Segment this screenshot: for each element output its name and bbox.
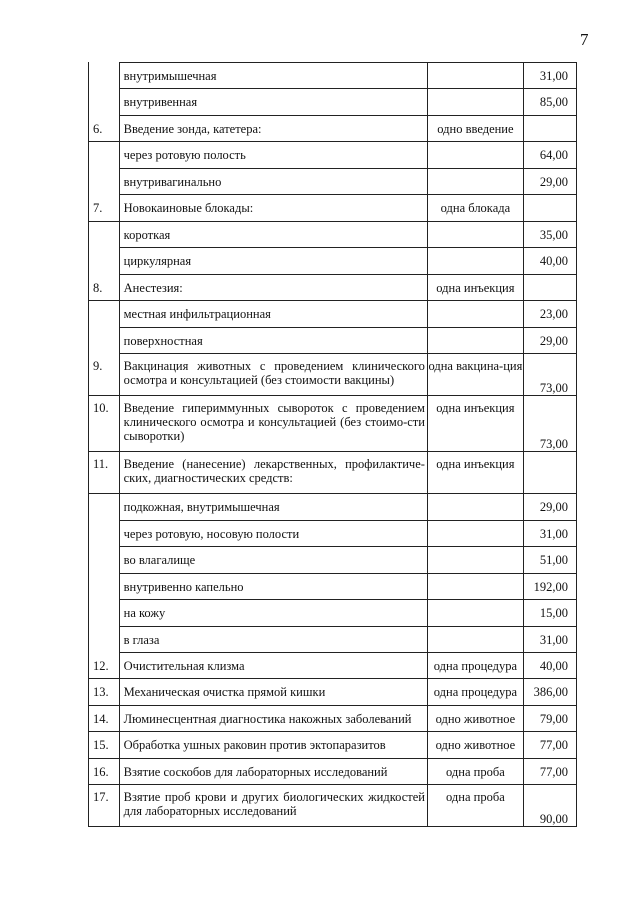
row-name-text: Очистительная клизма [123, 658, 245, 673]
table-row [89, 627, 577, 653]
row-name-text: через ротовую полость [123, 148, 246, 162]
row-number [89, 354, 120, 396]
row-number-text: 14. [93, 711, 109, 726]
row-unit-text: одна вакцина-ция [428, 359, 523, 373]
row-number [89, 142, 120, 169]
row-price [523, 195, 576, 222]
row-number-text: 12. [93, 658, 109, 673]
row-price-text: 40,00 [539, 254, 568, 268]
row-name-text: Взятие проб крови и других биологических жидкостей для лабораторных исследований [123, 790, 425, 818]
row-name [119, 653, 427, 679]
row-price [523, 452, 576, 494]
table-row [89, 785, 577, 827]
row-number [89, 275, 120, 301]
table-row [89, 452, 577, 494]
row-name-text: во влагалище [123, 553, 196, 567]
row-name-text: подкожная, внутримышечная [123, 500, 280, 514]
row-number [89, 679, 120, 706]
row-price-text: 29,00 [539, 333, 568, 348]
row-unit [427, 679, 523, 706]
row-price-text: 31,00 [539, 632, 568, 647]
page-number: 7 [580, 30, 589, 49]
row-name [119, 574, 427, 600]
row-price [523, 679, 576, 706]
row-number [89, 301, 120, 328]
row-unit [427, 600, 523, 627]
table-row [89, 354, 577, 396]
table-row [89, 63, 577, 89]
row-unit-text: одна проба [446, 790, 505, 804]
row-unit [427, 142, 523, 169]
row-name-text: на кожу [123, 606, 166, 620]
table-row [89, 248, 577, 275]
row-name-text: внутривенная [123, 95, 198, 109]
row-number [89, 248, 120, 275]
row-unit [427, 759, 523, 785]
row-number-text: 11. [93, 457, 109, 471]
row-name-text: циркулярная [123, 254, 192, 268]
table-row [89, 396, 577, 452]
row-name [119, 142, 427, 169]
row-price [523, 547, 576, 574]
row-name [119, 732, 427, 759]
row-unit [427, 354, 523, 396]
row-unit [427, 521, 523, 547]
price-table [88, 62, 577, 827]
row-price-text: 51,00 [539, 553, 568, 567]
row-price-text: 35,00 [539, 227, 568, 242]
row-price [523, 396, 576, 452]
row-number [89, 574, 120, 600]
row-name-text: через ротовую, носовую полости [123, 526, 300, 541]
row-price [523, 574, 576, 600]
row-price-text: 79,00 [539, 711, 568, 726]
row-unit-text: одна инъекция [436, 280, 515, 295]
table-row [89, 547, 577, 574]
row-number-text: 10. [93, 401, 109, 415]
row-unit [427, 706, 523, 732]
row-price-text: 29,00 [539, 174, 568, 189]
row-name-text: Введение зонда, катетера: [123, 121, 262, 136]
row-name-text: Люминесцентная диагностика накожных заболеваний [123, 711, 412, 726]
row-unit [427, 222, 523, 248]
row-name [119, 494, 427, 521]
row-name [119, 89, 427, 116]
table-row [89, 494, 577, 521]
row-unit [427, 452, 523, 494]
row-price-text: 90,00 [539, 812, 568, 826]
row-number [89, 759, 120, 785]
row-price-text: 31,00 [539, 526, 568, 541]
row-price-text: 64,00 [539, 148, 568, 162]
table-row [89, 521, 577, 547]
row-price-text: 73,00 [539, 437, 568, 451]
row-name-text: Анестезия: [123, 280, 183, 295]
row-price [523, 521, 576, 547]
row-number [89, 521, 120, 547]
row-unit-text: одна процедура [433, 658, 518, 673]
row-unit-text: одно животное [435, 711, 516, 726]
row-number [89, 222, 120, 248]
row-name [119, 328, 427, 354]
row-name-text: местная инфильтрационная [123, 307, 271, 321]
row-price [523, 89, 576, 116]
row-name-text: Вакцинация животных с проведением клинического осмотра и консультацией (без стоимости вакцины) [123, 359, 425, 387]
table-row [89, 301, 577, 328]
table-row [89, 195, 577, 222]
row-number [89, 63, 120, 89]
row-price-text: 29,00 [539, 500, 568, 514]
row-price [523, 494, 576, 521]
row-name [119, 116, 427, 142]
row-number [89, 547, 120, 574]
table-row [89, 116, 577, 142]
table-row [89, 275, 577, 301]
row-price-text: 85,00 [539, 95, 568, 109]
row-price [523, 248, 576, 275]
row-number [89, 195, 120, 222]
table-row [89, 706, 577, 732]
row-name [119, 627, 427, 653]
row-price [523, 142, 576, 169]
row-price [523, 627, 576, 653]
row-unit [427, 169, 523, 195]
row-name [119, 759, 427, 785]
row-unit [427, 574, 523, 600]
row-number-text: 6. [93, 121, 103, 136]
row-name [119, 301, 427, 328]
row-name [119, 452, 427, 494]
table-row [89, 142, 577, 169]
row-name [119, 679, 427, 706]
row-name [119, 222, 427, 248]
table-row [89, 732, 577, 759]
row-number-text: 13. [93, 685, 109, 699]
row-number-text: 15. [93, 738, 109, 752]
row-price [523, 354, 576, 396]
row-name [119, 396, 427, 452]
table-row [89, 222, 577, 248]
row-name [119, 600, 427, 627]
row-price-text: 77,00 [539, 764, 568, 779]
row-name [119, 547, 427, 574]
row-number [89, 706, 120, 732]
row-unit [427, 248, 523, 275]
row-number [89, 653, 120, 679]
row-unit [427, 328, 523, 354]
row-unit-text: одно животное [435, 738, 516, 752]
row-unit [427, 627, 523, 653]
row-price [523, 600, 576, 627]
row-price-text: 23,00 [539, 307, 568, 321]
row-price-text: 73,00 [539, 381, 568, 395]
row-unit [427, 494, 523, 521]
row-unit-text: одна инъекция [436, 401, 515, 415]
row-price [523, 63, 576, 89]
row-price-text: 386,00 [533, 685, 568, 699]
row-name-text: Взятие соскобов для лабораторных исследований [123, 764, 388, 779]
table-row [89, 600, 577, 627]
row-price-text: 15,00 [539, 606, 568, 620]
row-number [89, 732, 120, 759]
row-name-text: внутривенно капельно [123, 579, 244, 594]
row-price [523, 328, 576, 354]
row-name-text: Новокаиновые блокады: [123, 201, 254, 215]
row-name-text: внутривагинально [123, 174, 222, 189]
row-price-text: 31,00 [539, 68, 568, 83]
row-unit [427, 301, 523, 328]
row-number-text: 7. [93, 201, 103, 215]
row-number [89, 452, 120, 494]
row-unit [427, 116, 523, 142]
row-name [119, 195, 427, 222]
row-name [119, 354, 427, 396]
row-name [119, 521, 427, 547]
row-number-text: 17. [93, 790, 109, 804]
row-unit-text: одна блокада [440, 201, 511, 215]
row-unit-text: одна процедура [433, 685, 518, 699]
table-row [89, 574, 577, 600]
row-unit [427, 195, 523, 222]
row-unit-text: одно введение [437, 121, 514, 136]
row-price-text: 192,00 [533, 579, 568, 594]
row-unit [427, 396, 523, 452]
row-number-text: 8. [93, 280, 103, 295]
row-price [523, 785, 576, 827]
row-price [523, 759, 576, 785]
row-price [523, 706, 576, 732]
row-number [89, 494, 120, 521]
row-price-text: 77,00 [539, 738, 568, 752]
row-number [89, 600, 120, 627]
table-row [89, 89, 577, 116]
row-price [523, 116, 576, 142]
row-number [89, 785, 120, 827]
row-name-text: Обработка ушных раковин против эктопаразитов [123, 738, 386, 752]
row-name-text: короткая [123, 227, 171, 242]
row-name-text: в глаза [123, 632, 160, 647]
row-number [89, 627, 120, 653]
row-number [89, 169, 120, 195]
row-name [119, 785, 427, 827]
row-name-text: Механическая очистка прямой кишки [123, 685, 326, 699]
row-price [523, 732, 576, 759]
row-price [523, 275, 576, 301]
row-price-text: 40,00 [539, 658, 568, 673]
row-unit [427, 785, 523, 827]
row-name [119, 63, 427, 89]
row-name-text: внутримышечная [123, 68, 217, 83]
row-price [523, 301, 576, 328]
table-row [89, 169, 577, 195]
row-unit-text: одна проба [446, 764, 505, 779]
row-name [119, 248, 427, 275]
row-number [89, 116, 120, 142]
row-unit [427, 732, 523, 759]
row-number [89, 328, 120, 354]
row-price [523, 222, 576, 248]
table-row [89, 759, 577, 785]
row-unit [427, 275, 523, 301]
row-number-text: 16. [93, 764, 109, 779]
row-name-text: Введение гипериммунных сывороток с проведением клинического осмотра и консультацией (без стоимо-сти сыворотки) [123, 401, 425, 443]
row-number [89, 89, 120, 116]
table-row [89, 679, 577, 706]
row-name [119, 706, 427, 732]
row-number-text: 9. [93, 359, 103, 373]
row-name [119, 275, 427, 301]
row-unit [427, 89, 523, 116]
row-price [523, 169, 576, 195]
table-row [89, 653, 577, 679]
row-unit [427, 63, 523, 89]
row-price [523, 653, 576, 679]
row-name-text: Введение (нанесение) лекарственных, профилактиче-ских, диагностических средств: [123, 457, 425, 485]
row-unit-text: одна инъекция [436, 457, 515, 471]
row-unit [427, 547, 523, 574]
table-row [89, 328, 577, 354]
row-unit [427, 653, 523, 679]
row-name-text: поверхностная [123, 333, 203, 348]
row-number [89, 396, 120, 452]
row-name [119, 169, 427, 195]
